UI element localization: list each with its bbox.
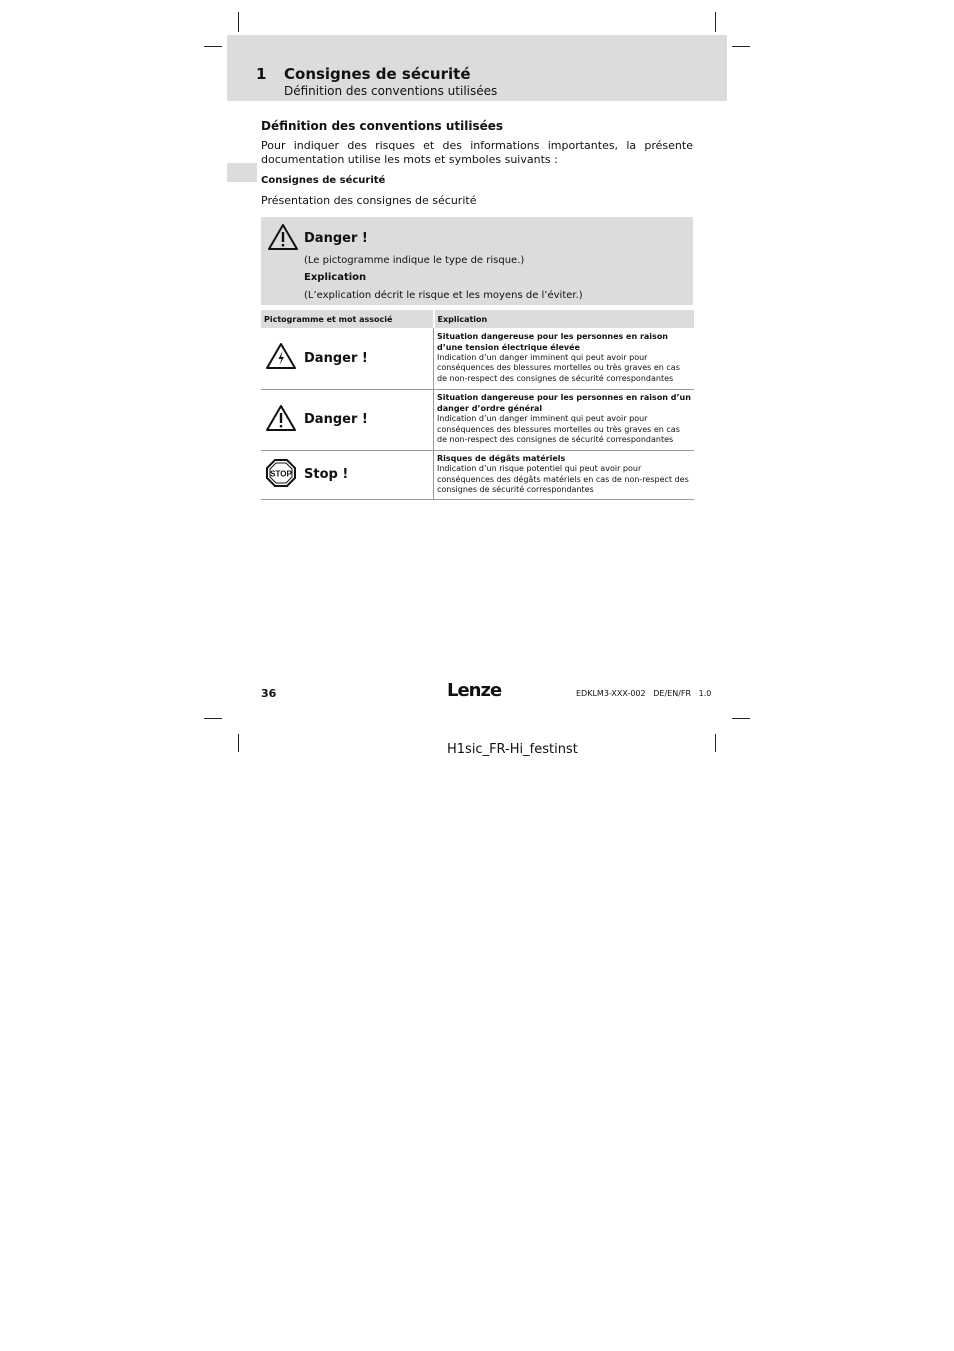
presentation-text: Présentation des consignes de sécurité [261,194,477,207]
row-label: Danger ! [304,412,368,427]
conventions-table [261,310,694,500]
crop-mark [204,718,222,719]
crop-mark [732,718,750,719]
explication-text: Indication d’un danger imminent qui peut avoir pour conséquences des blessures mortelles ou très graves en cas de non-respect des consignes de sécurité correspondantes [437,353,680,383]
crop-mark [715,734,716,752]
electric-hazard-icon [265,342,297,374]
table-row [261,328,694,389]
page-number: 36 [261,687,277,700]
danger-label: Danger ! [304,231,368,246]
chapter-title: Consignes de sécurité [284,65,471,83]
subsection-title: Consignes de sécurité [261,175,386,186]
pictogram-cell [261,450,434,499]
warning-triangle-icon [267,223,299,255]
danger-explication-note: (L’explication décrit le risque et les moyens de l’éviter.) [304,290,583,301]
document-reference: EDKLM3-XXX-002 DE/EN/FR 1.0 [576,689,712,698]
danger-pictogram-note: (Le pictogramme indique le type de risque.) [304,255,525,266]
section-intro: Pour indiquer des risques et des informations importantes, la présente documentation utilise les mots et symboles suivants : [261,139,693,166]
danger-explication-heading: Explication [304,272,367,283]
svg-text:STOP: STOP [270,469,292,478]
lenze-logo: Lenze [447,680,502,701]
table-row [261,389,694,450]
table-header-row [261,310,694,328]
explication-title: Risques de dégâts matériels [437,453,566,463]
chapter-number: 1 [256,65,267,83]
stop-sign-icon [265,458,297,492]
crop-mark [238,12,239,32]
explication-title: Situation dangereuse pour les personnes en raison d’un danger d’ordre général [437,393,691,413]
section-title: Définition des conventions utilisées [261,119,504,133]
explication-text: Indication d’un risque potentiel qui peut avoir pour conséquences des dégâts matériels en cas de non-respect des consignes de sécurité correspondantes [437,464,689,494]
pictogram-cell [261,328,434,389]
crop-mark [204,46,222,47]
column-header-pictogram: Pictogramme et mot associé [261,310,434,328]
explication-cell [434,328,695,389]
crop-mark [715,12,716,32]
row-label: Stop ! [304,467,349,482]
crop-mark [238,734,239,752]
danger-example-box [261,217,693,305]
explication-cell [434,389,695,450]
crop-mark [732,46,750,47]
general-danger-icon [265,404,297,436]
explication-text: Indication d’un danger imminent qui peut avoir pour conséquences des blessures mortelles ou très graves en cas de non-respect des consignes de sécurité correspondantes [437,414,680,445]
row-label: Danger ! [304,350,368,366]
explication-title: Situation dangereuse pour les personnes en raison d’une tension électrique élevée [437,332,669,352]
side-tab [227,163,257,182]
table-row [261,450,694,499]
column-header-explication: Explication [434,310,695,328]
file-name: H1sic_FR-Hi_festinst [447,742,578,757]
explication-cell [434,450,695,499]
chapter-subtitle: Définition des conventions utilisées [284,84,498,98]
pictogram-cell [261,389,434,450]
